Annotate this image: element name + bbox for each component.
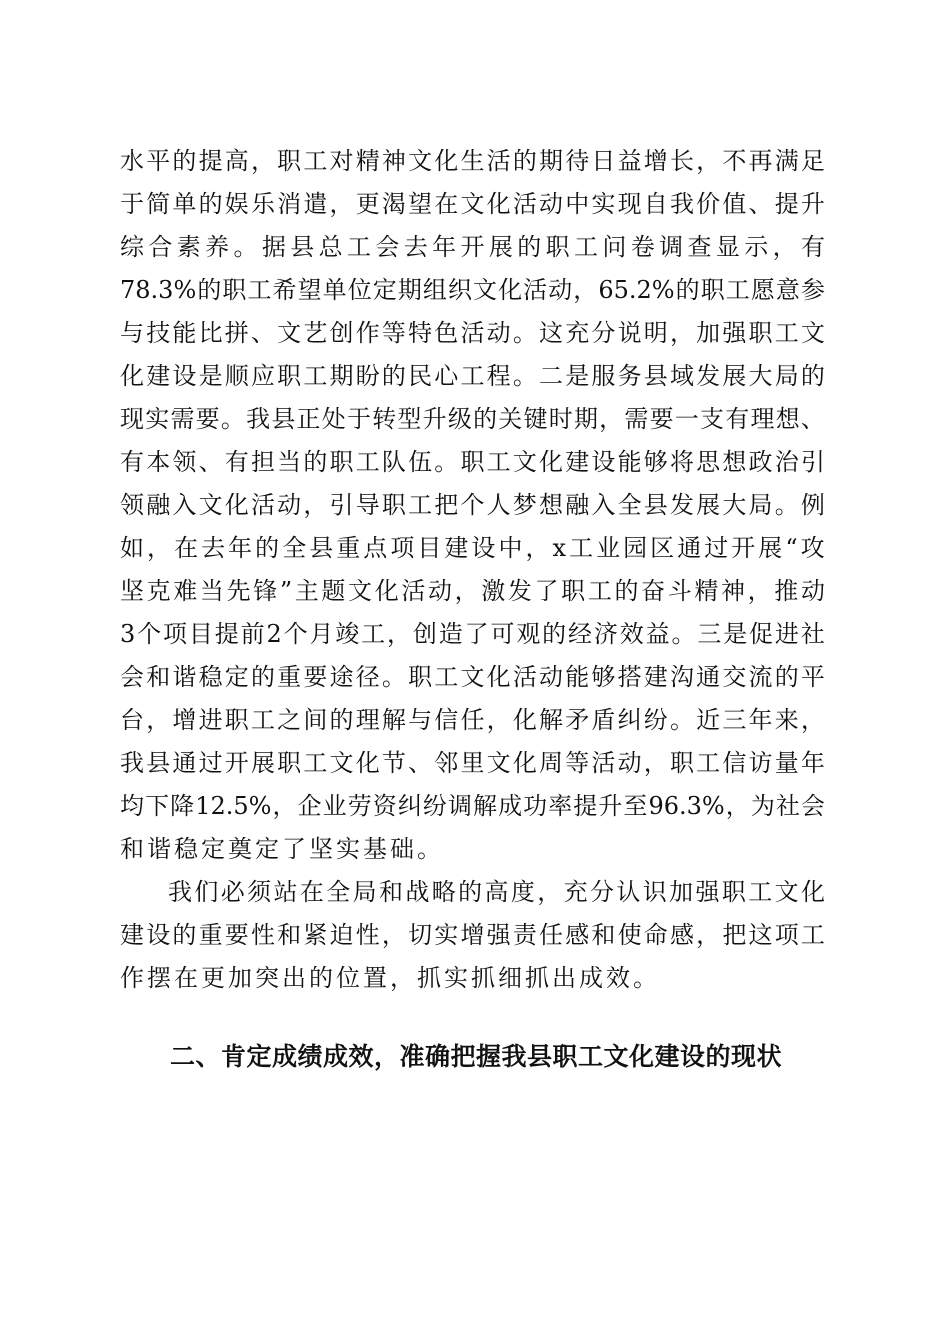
document-body (120, 140, 825, 1000)
text-line: 3 个 项 目 提 前 2 个 月 竣 工 ， 创 造 了 可 观 的 经 济 效 益 。 三 是 促 进 社 (120, 620, 825, 648)
text-line: 领 融 入 文 化 活 动 ， 引 导 职 工 把 个 人 梦 想 融 入 全 县 发 展 大 局 。 例 (120, 491, 825, 519)
text-line: 化 建 设 是 顺 应 职 工 期 盼 的 民 心 工 程 。 二 是 服 务 县 域 发 展 大 局 的 (120, 362, 825, 390)
text-line: 坚 克 难 当 先 锋 ” 主 题 文 化 活 动 ， 激 发 了 职 工 的 奋 斗 精 神 ， 推 动 (120, 577, 825, 605)
text-line: 会 和 谐 稳 定 的 重 要 途 径 。 职 工 文 化 活 动 能 够 搭 建 沟 通 交 流 的 平 (120, 663, 825, 691)
text-line: 我 们 必 须 站 在 全 局 和 战 略 的 高 度 ， 充 分 认 识 加 强 职 工 文 化 (168, 878, 825, 906)
text-line: 有 本 领 、 有 担 当 的 职 工 队 伍 。 职 工 文 化 建 设 能 够 将 思 想 政 治 引 (120, 448, 825, 476)
text-line: 和 谐 稳 定 奠 定 了 坚 实 基 础 。 (120, 835, 441, 863)
text-line: 如 ， 在 去 年 的 全 县 重 点 项 目 建 设 中 ， x 工 业 园 区 通 过 开 展 “ 攻 (120, 534, 825, 562)
text-line: 建 设 的 重 要 性 和 紧 迫 性 ， 切 实 增 强 责 任 感 和 使 命 感 ， 把 这 项 工 (120, 921, 825, 949)
text-line: 水 平 的 提 高 ， 职 工 对 精 神 文 化 生 活 的 期 待 日 益 增 长 ， 不 再 满 足 (120, 147, 825, 175)
text-line: 我 县 通 过 开 展 职 工 文 化 节 、 邻 里 文 化 周 等 活 动 ， 职 工 信 访 量 年 (120, 749, 825, 777)
text-line: 78.3% 的 职 工 希 望 单 位 定 期 组 织 文 化 活 动 ， 65.2% 的 职 工 愿 意 参 (120, 276, 825, 304)
text-line: 综 合 素 养 。 据 县 总 工 会 去 年 开 展 的 职 工 问 卷 调 查 显 示 ， 有 (120, 233, 825, 261)
text-line: 作 摆 在 更 加 突 出 的 位 置 ， 抓 实 抓 细 抓 出 成 效 。 (120, 964, 657, 992)
text-line: 现 实 需 要 。 我 县 正 处 于 转 型 升 级 的 关 键 时 期 ， 需 要 一 支 有 理 想 、 (120, 405, 825, 433)
text-line: 台 ， 增 进 职 工 之 间 的 理 解 与 信 任 ， 化 解 矛 盾 纠 纷 。 近 三 年 来 ， (120, 706, 825, 734)
text-line: 均 下 降 12.5% ， 企 业 劳 资 纠 纷 调 解 成 功 率 提 升 至 96.3% ， 为 社 会 (120, 792, 825, 820)
text-line: 于 简 单 的 娱 乐 消 遣 ， 更 渴 望 在 文 化 活 动 中 实 现 自 我 价 值 、 提 升 (120, 190, 825, 218)
text-line: 与 技 能 比 拼 、 文 艺 创 作 等 特 色 活 动 。 这 充 分 说 明 ， 加 强 职 工 文 (120, 319, 825, 347)
section-heading: 二、肯定成绩成效，准确把握我县职工文化建设的现状 (170, 1042, 783, 1071)
